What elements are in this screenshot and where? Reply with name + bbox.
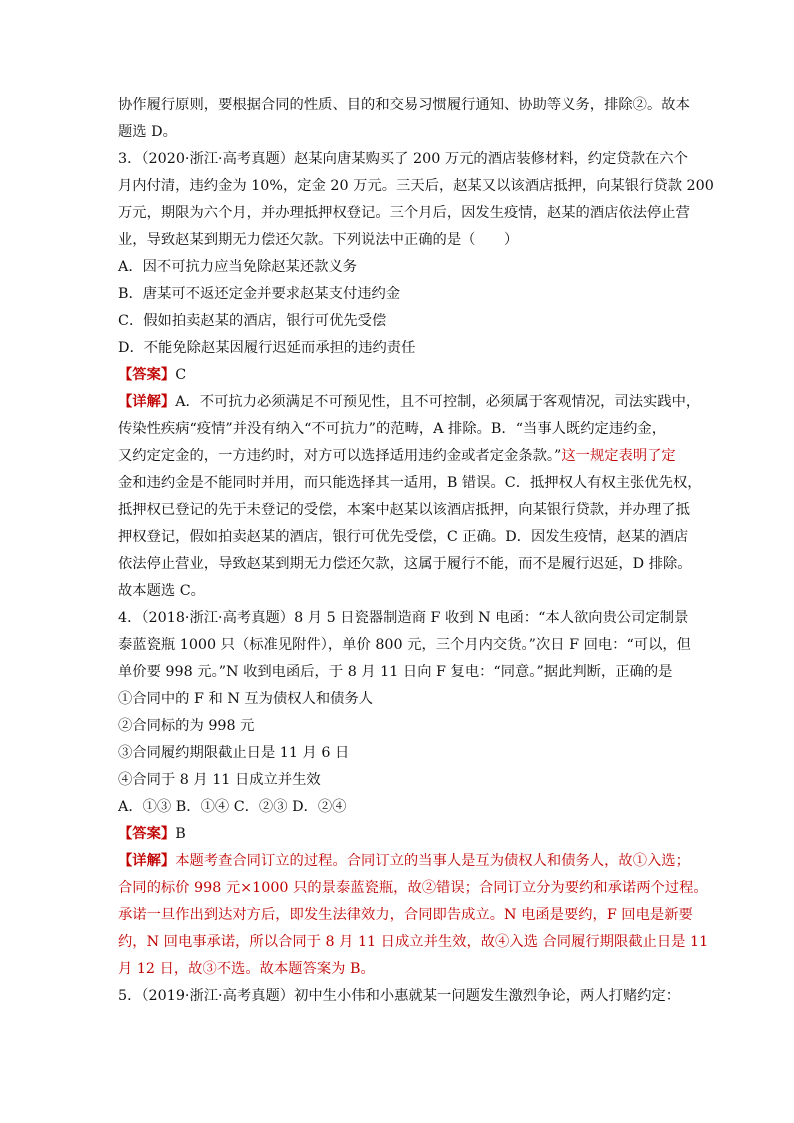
text-line [118,875,708,902]
text-line [118,443,684,470]
text-line [118,767,684,794]
text-span: ①合同中的 F 和 N 互为债权人和债务人 [118,691,374,707]
text-line [118,821,684,848]
text-span: ②合同标的为 998 元 [118,718,255,734]
text-span: 合同的标价 998 元×1000 只的景泰蓝瓷瓶，故②错误；合同订立分为要约和承诺两个过程。 [118,880,708,896]
text-line [118,200,690,227]
text-span: 4．（2018·浙江·高考真题）8 月 5 日瓷器制造商 F 收到 N 电函：“本人欲向贵公司定制景 [118,610,689,626]
section-label: 【答案】 [118,826,176,842]
text-span: 月内付清，违约金为 10%，定金 20 万元。三天后，赵某又以该酒店抵押，向某银行贷款 200 [118,178,714,194]
text-span: ①入选； [632,853,690,869]
text-line [118,551,692,578]
text-span: 抵押权已登记的先于未登记的受偿，本案中赵某以该酒店抵押，向某银行贷款，并办理了抵 [118,502,690,518]
text-span: C．假如拍卖赵某的酒店，银行可优先受偿 [118,313,387,329]
text-span: 这一规定表明了定 [561,448,676,464]
text-span: 又约定定金的，一方违约时，对方可以选择适用违约金或者定金条款。” [118,448,562,464]
text-line [118,416,684,443]
text-span: A．因不可抗力应当免除赵某还款义务 [118,259,358,275]
text-line [118,713,684,740]
text-span: D．不能免除赵某因履行迟延而承担的违约责任 [118,340,416,356]
text-span: 承诺一旦作出到达对方后，即发生法律效力，合同即告成立。N 电函是要约，F 回电是新要 [118,907,693,923]
text-line [118,956,684,983]
text-line [118,686,684,713]
document-page [118,92,714,1010]
text-line [118,578,684,605]
text-line [118,497,690,524]
text-span: 故本题选 C。 [118,583,205,599]
text-span: ④合同于 8 月 11 日成立并生效 [118,772,321,788]
text-span: B [175,826,186,842]
text-span: A．不可抗力必须满足不可预见性，且不可控制，必须属于客观情况，司法实践中， [175,394,701,410]
text-span: 单价要 998 元。”N 收到电函后，于 8 月 11 日向 F 复电：“同意。”据此判断，正确的是 [118,664,673,680]
text-span: ③合同履约期限截止日是 11 月 6 日 [118,745,350,761]
section-label: 【答案】 [118,367,176,383]
text-line [118,227,684,254]
text-line [118,902,693,929]
text-line [118,632,691,659]
text-line [118,794,684,821]
text-span: 依法停止营业，导致赵某到期无力偿还欠款，这属于履行不能，而不是履行迟延，D 排除。 [118,556,692,572]
text-span: 3．（2020·浙江·高考真题）赵某向唐某购买了 200 万元的酒店装修材料，约定贷款在六个 [118,151,688,167]
text-span: C [175,367,187,383]
text-line [118,929,709,956]
text-line [118,605,689,632]
text-span: 业，导致赵某到期无力偿还欠款。下列说法中正确的是（ ） [118,232,519,248]
text-line [118,848,690,875]
text-line [118,146,688,173]
text-line [118,254,684,281]
text-span: 押权登记，假如拍卖赵某的酒店，银行可优先受偿，C 正确。D．因发生疫情，赵某的酒店 [118,529,689,545]
text-line [118,524,689,551]
text-line [118,92,690,119]
text-line [118,659,684,686]
text-line [118,389,701,416]
text-span: 泰蓝瓷瓶 1000 只（标准见附件），单价 800 元，三个月内交货。”次日 F 回电：“可以，但 [118,637,691,653]
text-line [118,173,714,200]
section-label: 【详解】 [118,394,176,410]
text-span: 题选 D。 [118,124,177,140]
text-span: B．唐某可不返还定金并要求赵某支付违约金 [118,286,401,302]
text-span: 本题考查合同订立的过程。合同订立的当事人是互为债权人和债务人，故 [175,853,633,869]
section-label: 【详解】 [118,853,176,869]
text-line [118,281,684,308]
text-span: 月 12 日，故③不选。故本题答案为 B。 [118,961,375,977]
text-span: 金和违约金是不能同时并用，而只能选择其一适用，B 错误。C．抵押权人有权主张优先权， [118,475,702,491]
text-line [118,470,702,497]
text-line [118,740,684,767]
text-span: 约，N 回电事承诺，所以合同于 8 月 11 日成立并生效，故④入选 合同履行期限截止日是 11 [118,934,709,950]
text-line [118,119,684,146]
text-line [118,983,684,1010]
text-span: 5．（2019·浙江·高考真题）初中生小伟和小惠就某一问题发生激烈争论，两人打赌约定： [118,988,681,1004]
text-span: 协作履行原则，要根据合同的性质、目的和交易习惯履行通知、协助等义务，排除②。故本 [118,97,690,113]
text-line [118,335,684,362]
text-span: 传染性疾病“疫情”并没有纳入“不可抗力”的范畴，A 排除。B．“当事人既约定违约金， [118,421,667,437]
text-line [118,362,684,389]
text-span: 万元，期限为六个月，并办理抵押权登记。三个月后，因发生疫情，赵某的酒店依法停止营 [118,205,690,221]
text-span: A．①③ B．①④ C．②③ D．②④ [118,799,347,815]
text-line [118,308,684,335]
